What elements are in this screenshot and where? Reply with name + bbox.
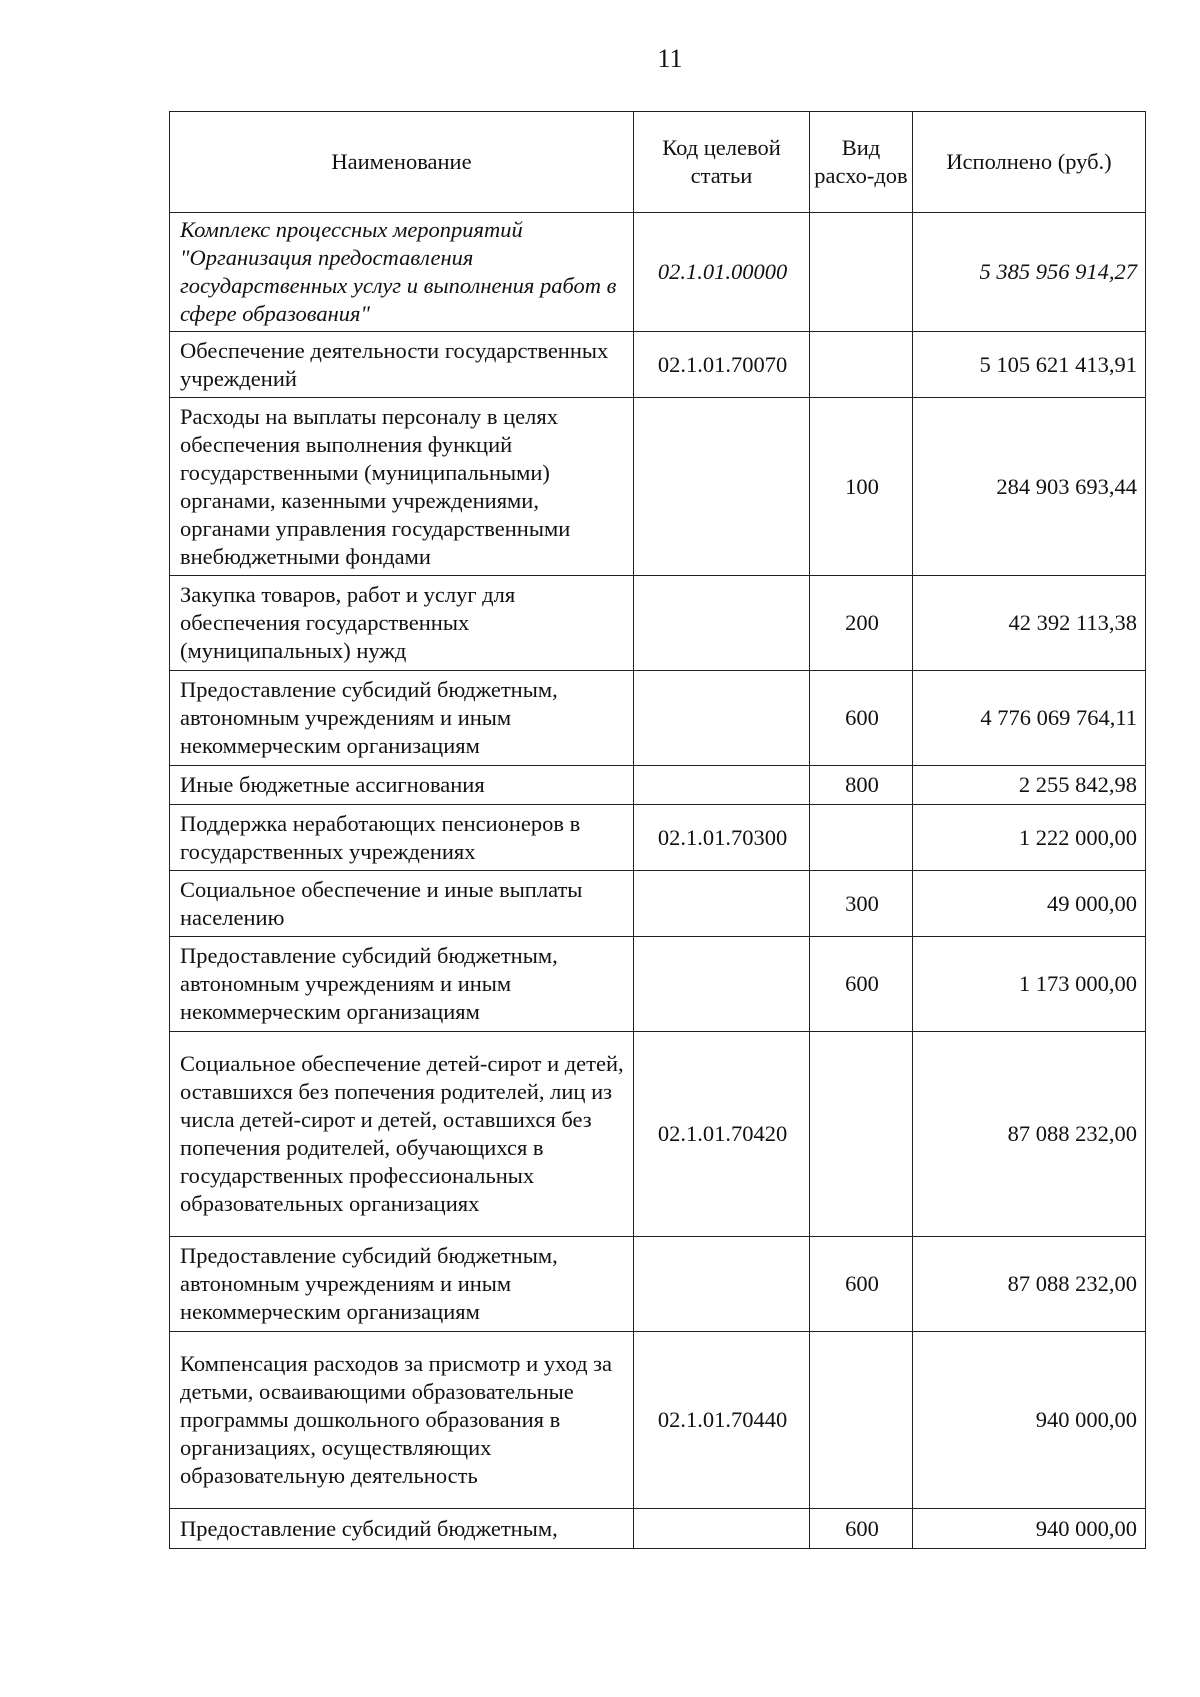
table-row <box>170 1237 1146 1332</box>
page-number: 11 <box>657 44 683 73</box>
row-name-cell: Социальное обеспечение и иные выплаты населению <box>170 871 634 937</box>
row-expense-type-cell <box>810 1032 913 1237</box>
row-amount-cell: 940 000,00 <box>913 1509 1146 1549</box>
row-name-cell: Расходы на выплаты персоналу в целях обеспечения выполнения функций государственными (муниципальными) органами, казенными учреждениями, органами управления государственными внебюджетными фондами <box>170 398 634 576</box>
row-amount-cell: 4 776 069 764,11 <box>913 671 1146 766</box>
row-amount-cell: 87 088 232,00 <box>913 1032 1146 1237</box>
row-amount-cell: 87 088 232,00 <box>913 1237 1146 1332</box>
row-expense-type-cell: 600 <box>810 1237 913 1332</box>
row-code-cell: 02.1.01.70300 <box>634 805 810 871</box>
table-row <box>170 766 1146 805</box>
row-name-cell: Обеспечение деятельности государственных учреждений <box>170 332 634 398</box>
row-code-cell <box>634 1509 810 1549</box>
row-amount-cell: 5 385 956 914,27 <box>913 213 1146 332</box>
row-expense-type-cell: 600 <box>810 937 913 1032</box>
row-name-cell: Иные бюджетные ассигнования <box>170 766 634 805</box>
row-name-cell: Закупка товаров, работ и услуг для обеспечения государственных (муниципальных) нужд <box>170 576 634 671</box>
row-expense-type-cell <box>810 213 913 332</box>
row-name-cell: Предоставление субсидий бюджетным, автономным учреждениям и иным некоммерческим организациям <box>170 671 634 766</box>
row-code-cell <box>634 937 810 1032</box>
row-code-cell: 02.1.01.00000 <box>634 213 810 332</box>
row-code-cell <box>634 671 810 766</box>
row-name-cell: Социальное обеспечение детей-сирот и детей, оставшихся без попечения родителей, лиц из числа детей-сирот и детей, оставшихся без попечения родителей, обучающихся в государственных профессиональных образовательных организациях <box>170 1032 634 1237</box>
table-row <box>170 671 1146 766</box>
table-row <box>170 1509 1146 1549</box>
table-body <box>170 213 1146 1549</box>
row-code-cell: 02.1.01.70420 <box>634 1032 810 1237</box>
table-row <box>170 937 1146 1032</box>
row-expense-type-cell: 300 <box>810 871 913 937</box>
row-expense-type-cell: 100 <box>810 398 913 576</box>
row-expense-type-cell: 800 <box>810 766 913 805</box>
table-row <box>170 1032 1146 1237</box>
row-code-cell: 02.1.01.70070 <box>634 332 810 398</box>
table-row <box>170 213 1146 332</box>
row-expense-type-cell: 600 <box>810 671 913 766</box>
row-code-cell: 02.1.01.70440 <box>634 1332 810 1509</box>
row-name-cell: Компенсация расходов за присмотр и уход за детьми, осваивающими образовательные программы дошкольного образования в организациях, осуществляющих образовательную деятельность <box>170 1332 634 1509</box>
row-amount-cell: 1 222 000,00 <box>913 805 1146 871</box>
table-row <box>170 332 1146 398</box>
row-name-cell: Предоставление субсидий бюджетным, автономным учреждениям и иным некоммерческим организациям <box>170 937 634 1032</box>
row-name-cell: Поддержка неработающих пенсионеров в государственных учреждениях <box>170 805 634 871</box>
row-amount-cell: 940 000,00 <box>913 1332 1146 1509</box>
row-code-cell <box>634 398 810 576</box>
row-code-cell <box>634 766 810 805</box>
row-expense-type-cell: 200 <box>810 576 913 671</box>
table-row <box>170 398 1146 576</box>
header-name: Наименование <box>170 112 634 213</box>
row-expense-type-cell: 600 <box>810 1509 913 1549</box>
table-row <box>170 1332 1146 1509</box>
budget-execution-table <box>169 111 1146 1549</box>
table-row <box>170 805 1146 871</box>
header-code: Код целевой статьи <box>634 112 810 213</box>
row-name-cell: Комплекс процессных мероприятий "Организация предоставления государственных услуг и выполнения работ в сфере образования" <box>170 213 634 332</box>
row-name-cell: Предоставление субсидий бюджетным, автономным учреждениям и иным некоммерческим организациям <box>170 1237 634 1332</box>
row-expense-type-cell <box>810 805 913 871</box>
row-amount-cell: 49 000,00 <box>913 871 1146 937</box>
row-expense-type-cell <box>810 1332 913 1509</box>
row-expense-type-cell <box>810 332 913 398</box>
row-code-cell <box>634 871 810 937</box>
header-expense-type: Вид расхо-дов <box>810 112 913 213</box>
row-amount-cell: 2 255 842,98 <box>913 766 1146 805</box>
header-executed: Исполнено (руб.) <box>913 112 1146 213</box>
row-amount-cell: 42 392 113,38 <box>913 576 1146 671</box>
row-code-cell <box>634 576 810 671</box>
row-amount-cell: 284 903 693,44 <box>913 398 1146 576</box>
row-name-cell: Предоставление субсидий бюджетным, <box>170 1509 634 1549</box>
table-row <box>170 871 1146 937</box>
table-row <box>170 576 1146 671</box>
table-header-row <box>170 112 1146 213</box>
row-amount-cell: 1 173 000,00 <box>913 937 1146 1032</box>
row-code-cell <box>634 1237 810 1332</box>
row-amount-cell: 5 105 621 413,91 <box>913 332 1146 398</box>
